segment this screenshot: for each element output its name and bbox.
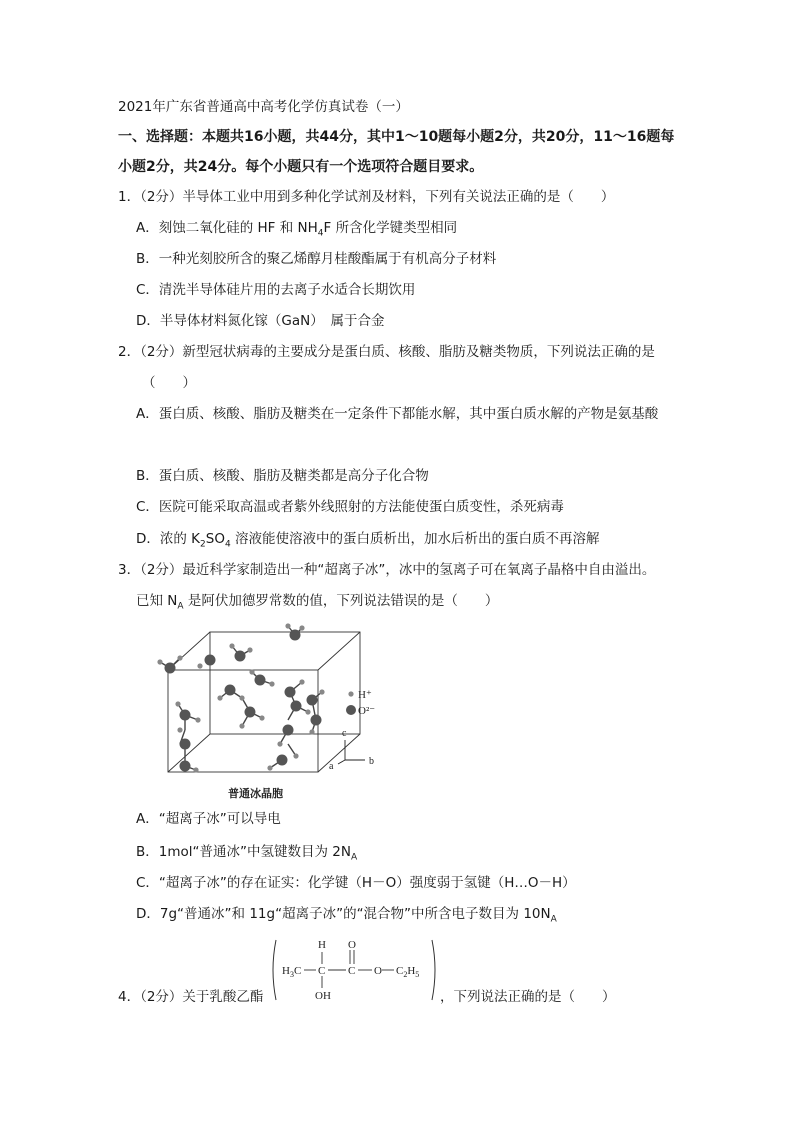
legend-o-marker — [346, 705, 356, 715]
formula-o: O — [374, 965, 382, 977]
q3-option-c: C．“超离子冰”的存在证实：化学键（H－O）强度弱于氢键（H…O－H） — [136, 875, 576, 891]
q3-stem-line2: 已知 $N_A$ 是阿伏加德罗常数的值，下列说法错误的是（ ） — [136, 593, 499, 612]
q1-option-c: C．清洗半导体硅片用的去离子水适合长期饮用 — [136, 282, 416, 298]
axis-a-label: a — [329, 761, 334, 772]
q1-option-a: A．刻蚀二氧化硅的 HF 和 $NH_4F$ 所含化学键类型相同 — [136, 220, 458, 239]
unit-cell-box — [168, 632, 360, 772]
q3-stem: 3．（2分）最近科学家制造出一种“超离子冰”，冰中的氢离子可在氧离子晶格中自由溢出。 — [118, 562, 656, 578]
axis-indicator — [338, 740, 365, 764]
q2-option-c: C．医院可能采取高温或者紫外线照射的方法能使蛋白质变性，杀死病毒 — [136, 499, 564, 515]
q2-option-a: A．蛋白质、核酸、脂肪及糖类在一定条件下都能水解，其中蛋白质水解的产物是氨基酸 — [136, 406, 659, 422]
formula-o-top: O — [348, 939, 356, 951]
q3-option-d: D．7g“普通冰”和 11g“超离子冰”的“混合物”中所含电子数目为 $10N_A$ — [136, 906, 557, 925]
q2-option-b: B．蛋白质、核酸、脂肪及糖类都是高分子化合物 — [136, 468, 429, 484]
formula-h-top: H — [318, 939, 326, 951]
q1-option-d: D．半导体材料氮化镓（GaN） 属于合金 — [136, 313, 385, 329]
q2-stem: 2．（2分）新型冠状病毒的主要成分是蛋白质、核酸、脂肪及糖类物质，下列说法正确的是 — [118, 344, 655, 360]
legend-h-marker — [348, 691, 353, 696]
q3-option-b: B．1mol“普通冰”中氢键数目为 $2N_A$ — [136, 844, 358, 863]
axis-c-label: c — [342, 728, 347, 739]
q3-option-a: A．“超离子冰”可以导电 — [136, 811, 281, 827]
legend-o-label: O²⁻ — [358, 705, 376, 717]
hydrogen-atoms — [157, 623, 324, 772]
section-heading-line2: 小题2分，共24分。每个小题只有一个选项符合题目要求。 — [118, 159, 484, 175]
q4-stem-suffix: ，下列说法正确的是（ ） — [440, 989, 616, 1005]
formula-h3c: $H_3C$ — [282, 965, 302, 979]
formula-c1: C — [318, 965, 326, 977]
q2-answer-paren: （ ） — [142, 375, 196, 391]
formula-c2h5: $C_2H_5$ — [396, 965, 420, 979]
exam-title: 2021年广东省普通高中高考化学仿真试卷（一） — [118, 99, 409, 115]
q2-option-d: D．浓的 $K_2SO_4$ 溶液能使溶液中的蛋白质析出，加水后析出的蛋白质不再溶解 — [136, 531, 600, 550]
legend-h-label: H⁺ — [358, 689, 372, 701]
axis-b-label: b — [369, 756, 374, 767]
ice-unit-cell-figure — [140, 620, 400, 810]
ethyl-lactate-structure — [268, 936, 440, 1004]
formula-c2: C — [348, 965, 356, 977]
figure-caption: 普通冰晶胞 — [228, 787, 283, 800]
q4-stem-prefix: 4．（2分）关于乳酸乙酯 — [118, 989, 264, 1005]
q1-option-b: B．一种光刻胶所含的聚乙烯醇月桂酸酯属于有机高分子材料 — [136, 251, 497, 267]
section-heading-line1: 一、选择题：本题共16小题，共44分，其中1～10题每小题2分，共20分，11～16题每 — [118, 129, 675, 145]
formula-oh: OH — [315, 990, 331, 1002]
q1-stem: 1．（2分）半导体工业中用到多种化学试剂及材料，下列有关说法正确的是（ ） — [118, 189, 615, 205]
